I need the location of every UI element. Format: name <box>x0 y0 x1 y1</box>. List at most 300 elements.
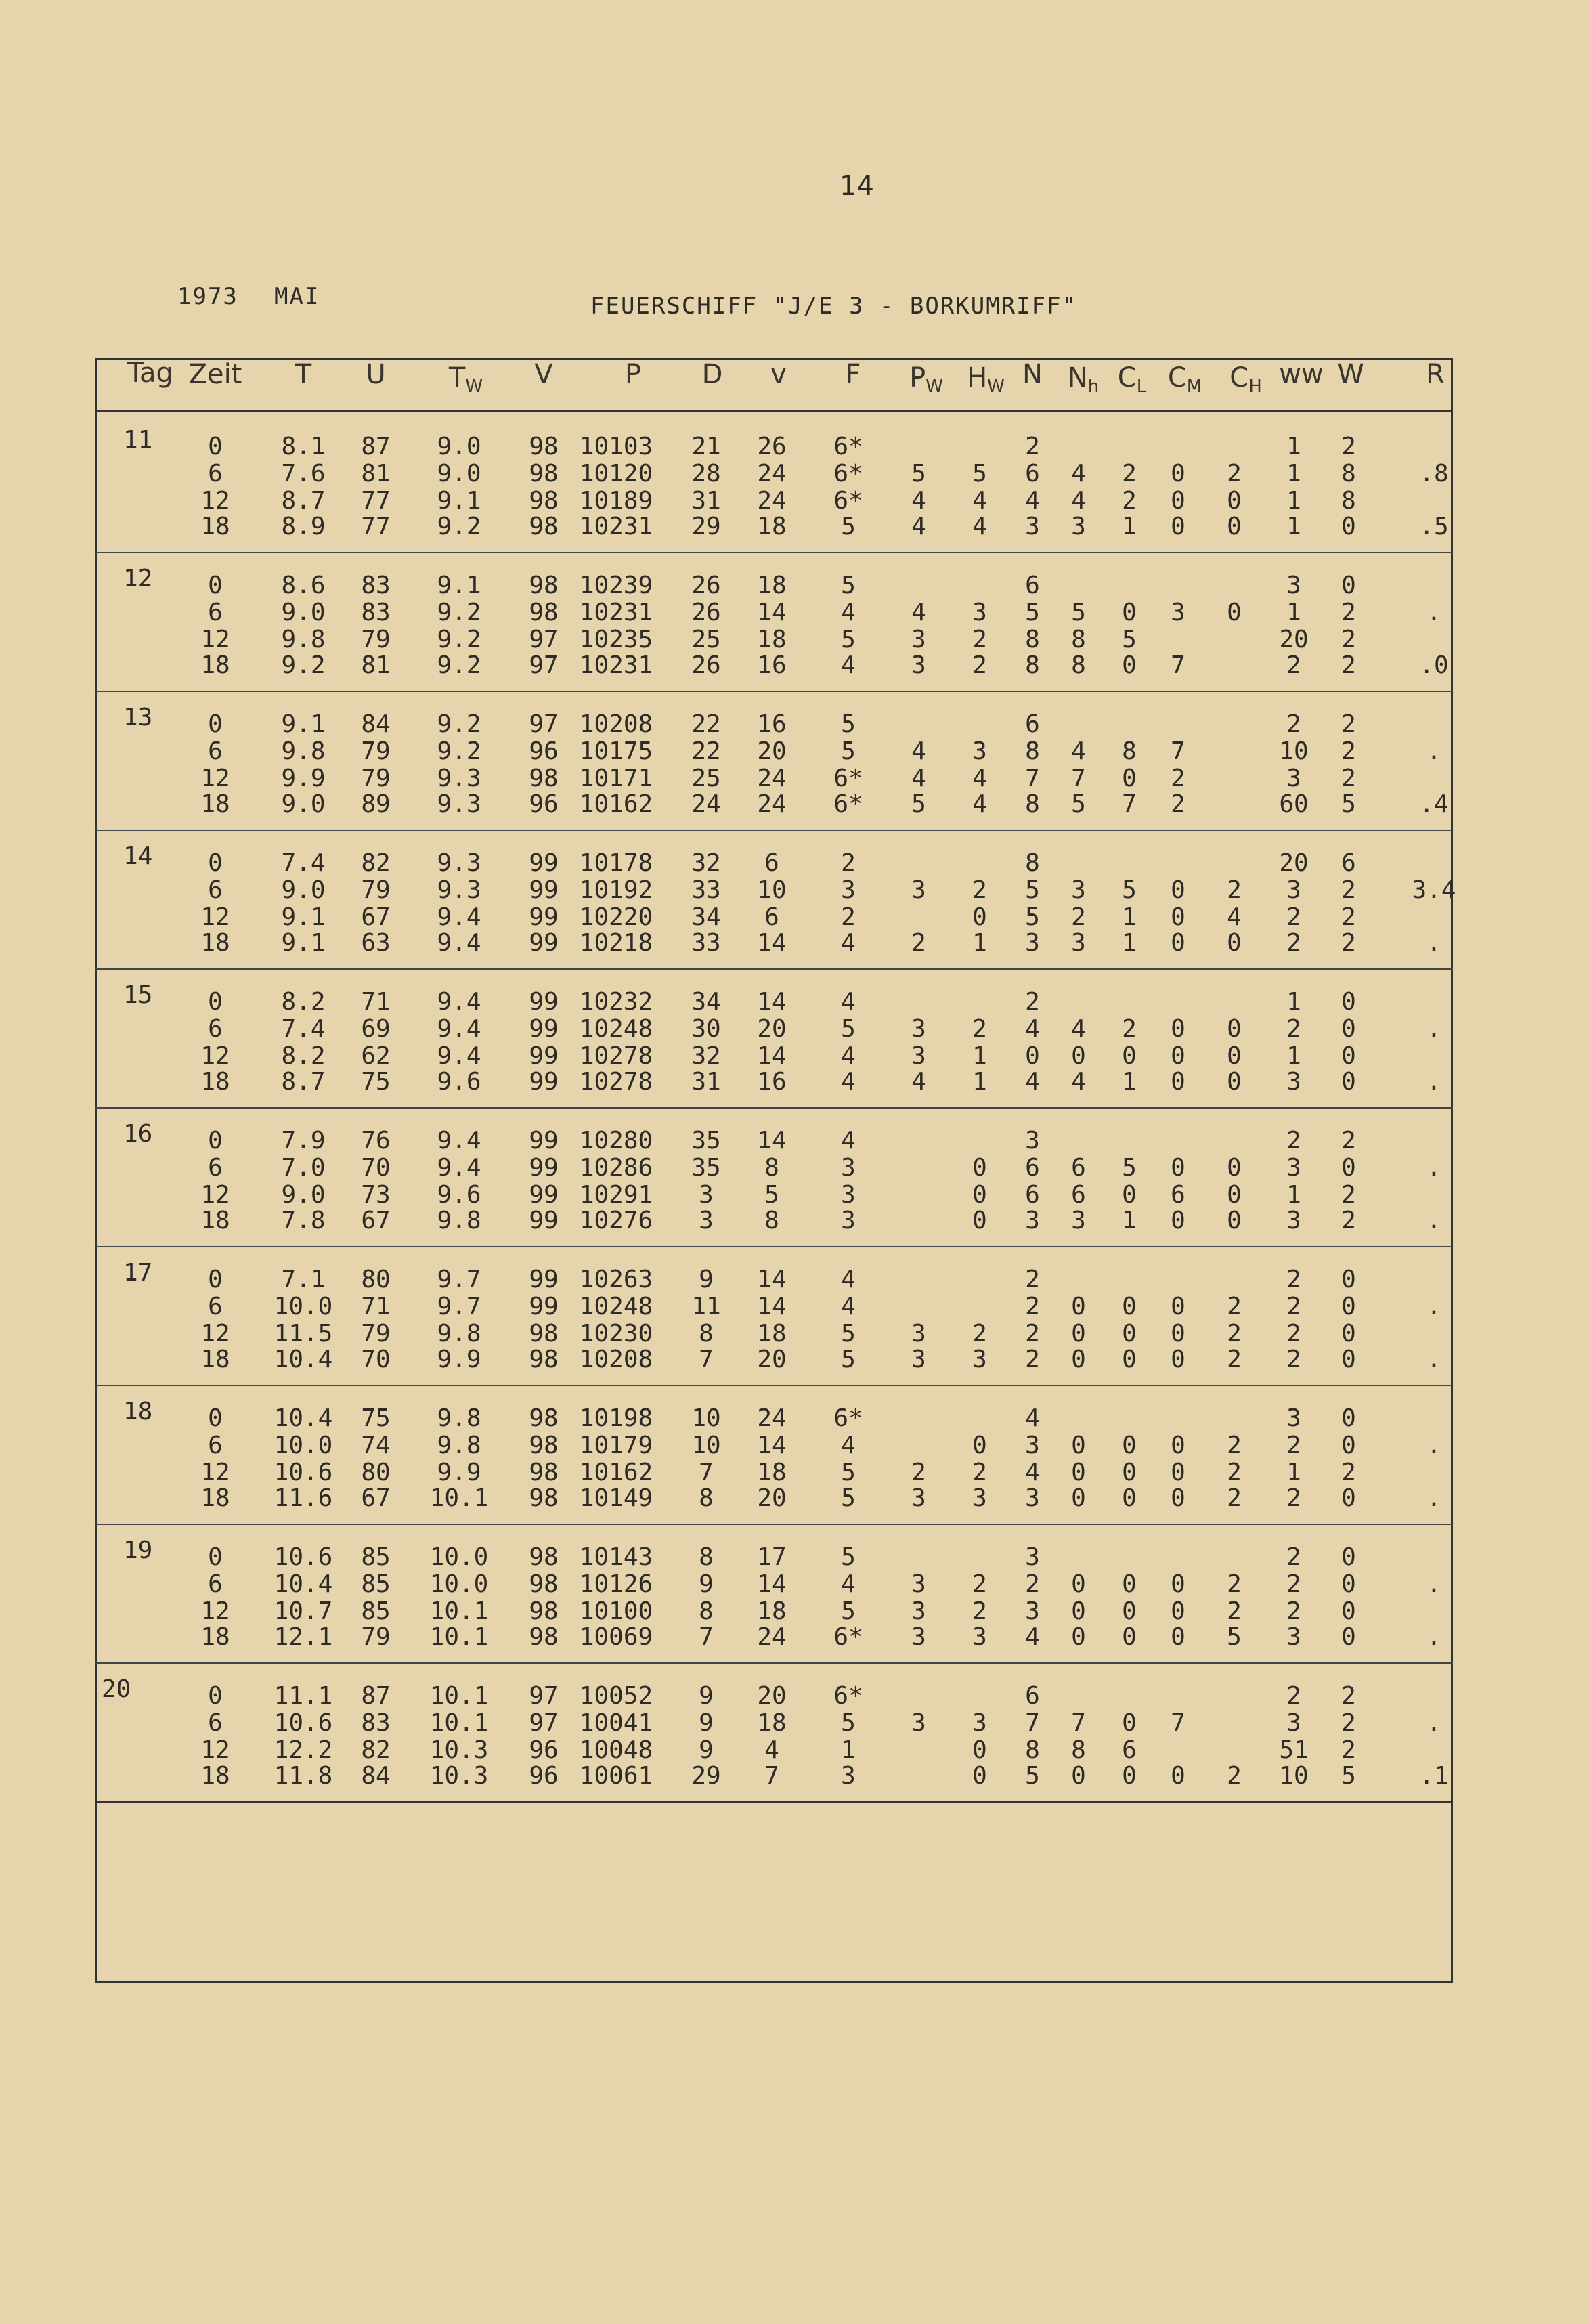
cell-zeit: 18 <box>200 1207 230 1234</box>
cell-vw: 16 <box>757 651 787 679</box>
cell-f: 6* <box>833 1682 863 1710</box>
cell-hw: 0 <box>972 1154 987 1182</box>
cell-ch: 2 <box>1227 1570 1242 1598</box>
cell-t: 8.7 <box>281 1068 326 1096</box>
cell-u: 62 <box>361 1042 391 1070</box>
cell-ww: 2 <box>1286 929 1301 957</box>
cell-ch: 2 <box>1227 1320 1242 1348</box>
cell-p: 10061 <box>579 1762 653 1790</box>
cell-tw: 9.6 <box>437 1068 481 1096</box>
cell-r: . <box>1427 599 1441 626</box>
cell-cl: 5 <box>1122 626 1137 653</box>
cell-cm: 7 <box>1171 651 1185 679</box>
cell-cl: 0 <box>1122 1432 1137 1459</box>
cell-w: 6 <box>1341 849 1356 877</box>
col-header-cm <box>1168 362 1202 397</box>
cell-n: 3 <box>1025 1543 1040 1571</box>
cell-f: 3 <box>841 1154 856 1182</box>
cell-cl: 0 <box>1122 1293 1137 1320</box>
cell-t: 11.8 <box>274 1762 333 1790</box>
cell-hw: 2 <box>972 876 987 904</box>
cell-nh: 8 <box>1071 626 1086 653</box>
day-number: 16 <box>123 1120 153 1148</box>
cell-t: 8.7 <box>281 487 326 515</box>
cell-f: 6* <box>833 460 863 488</box>
col-header-label: P <box>909 362 926 393</box>
cell-r: .5 <box>1419 513 1449 540</box>
cell-vw: 14 <box>757 1266 787 1293</box>
cell-vw: 17 <box>757 1543 787 1571</box>
cell-w: 0 <box>1341 1346 1356 1373</box>
cell-ww: 3 <box>1286 1709 1301 1737</box>
cell-p: 10208 <box>579 1346 653 1373</box>
cell-t: 12.2 <box>274 1736 333 1764</box>
cell-zeit: 18 <box>200 790 230 818</box>
cell-w: 0 <box>1341 1154 1356 1182</box>
cell-d: 22 <box>691 710 721 738</box>
cell-u: 75 <box>361 1404 391 1432</box>
cell-n: 5 <box>1025 599 1040 626</box>
col-header-subscript: h <box>1087 376 1100 397</box>
cell-d: 9 <box>699 1709 714 1737</box>
col-header-label: C <box>1167 362 1187 393</box>
col-header-label: N <box>1022 359 1043 390</box>
cell-cm: 0 <box>1171 876 1185 904</box>
cell-w: 2 <box>1341 1127 1356 1155</box>
cell-zeit: 12 <box>200 1736 230 1764</box>
cell-r: . <box>1427 1207 1441 1234</box>
cell-nh: 7 <box>1071 1709 1086 1737</box>
cell-u: 79 <box>361 1623 391 1651</box>
cell-r: . <box>1427 1068 1441 1096</box>
day-number: 20 <box>102 1675 131 1703</box>
col-header-label: P <box>624 359 642 390</box>
cell-nh: 8 <box>1071 1736 1086 1764</box>
cell-hw: 2 <box>972 626 987 653</box>
cell-d: 3 <box>699 1181 714 1209</box>
cell-tw: 9.7 <box>437 1293 481 1320</box>
cell-tw: 9.3 <box>437 876 481 904</box>
cell-u: 81 <box>361 651 391 679</box>
col-header-tag: Tag <box>127 358 173 389</box>
cell-p: 10248 <box>579 1293 653 1320</box>
cell-u: 82 <box>361 1736 391 1764</box>
cell-f: 3 <box>841 1181 856 1209</box>
day-divider <box>95 830 1453 831</box>
cell-hw: 2 <box>972 1570 987 1598</box>
cell-r: . <box>1427 1570 1441 1598</box>
cell-d: 8 <box>699 1484 714 1512</box>
cell-ch: 0 <box>1227 513 1242 540</box>
cell-w: 0 <box>1341 1623 1356 1651</box>
cell-p: 10162 <box>579 1459 653 1486</box>
col-header-w <box>1337 359 1364 390</box>
cell-u: 85 <box>361 1570 391 1598</box>
cell-ww: 3 <box>1286 1207 1301 1234</box>
cell-tw: 10.1 <box>429 1623 489 1651</box>
cell-u: 71 <box>361 988 391 1016</box>
cell-r: . <box>1427 1432 1441 1459</box>
cell-hw: 4 <box>972 487 987 515</box>
cell-d: 33 <box>691 876 721 904</box>
cell-vw: 6 <box>764 849 779 877</box>
col-header-subscript: W <box>926 376 943 397</box>
cell-r: . <box>1427 1154 1441 1182</box>
cell-vw: 20 <box>757 1682 787 1710</box>
cell-zeit: 6 <box>208 1293 223 1320</box>
cell-vw: 20 <box>757 737 787 765</box>
cell-zeit: 6 <box>208 1709 223 1737</box>
cell-w: 2 <box>1341 433 1356 460</box>
cell-cl: 8 <box>1122 737 1137 765</box>
cell-hw: 3 <box>972 1346 987 1373</box>
cell-n: 3 <box>1025 1127 1040 1155</box>
col-header-label: ww <box>1279 359 1324 390</box>
cell-zeit: 12 <box>200 1181 230 1209</box>
cell-n: 8 <box>1025 737 1040 765</box>
day-number: 11 <box>123 426 153 454</box>
cell-n: 2 <box>1025 1266 1040 1293</box>
cell-hw: 4 <box>972 765 987 792</box>
cell-tw: 9.4 <box>437 903 481 931</box>
cell-tw: 10.3 <box>429 1736 489 1764</box>
cell-hw: 3 <box>972 737 987 765</box>
cell-ch: 2 <box>1227 1484 1242 1512</box>
cell-pw: 3 <box>911 1570 926 1598</box>
col-header-label: W <box>1337 359 1364 390</box>
cell-nh: 5 <box>1071 599 1086 626</box>
cell-f: 3 <box>841 1762 856 1790</box>
cell-vw: 18 <box>757 513 787 540</box>
cell-n: 7 <box>1025 765 1040 792</box>
cell-f: 4 <box>841 1266 856 1293</box>
header-title: FEUERSCHIFF "J/E 3 - BORKUMRIFF" <box>590 293 1078 320</box>
cell-tw: 9.2 <box>437 737 481 765</box>
cell-t: 8.2 <box>281 988 326 1016</box>
cell-zeit: 0 <box>208 710 223 738</box>
cell-n: 3 <box>1025 929 1040 957</box>
cell-u: 74 <box>361 1432 391 1459</box>
cell-ch: 0 <box>1227 929 1242 957</box>
cell-ch: 0 <box>1227 487 1242 515</box>
cell-v: 98 <box>529 1432 559 1459</box>
cell-w: 2 <box>1341 1736 1356 1764</box>
cell-zeit: 12 <box>200 487 230 515</box>
cell-pw: 4 <box>911 513 926 540</box>
cell-vw: 24 <box>757 765 787 792</box>
cell-nh: 4 <box>1071 1015 1086 1043</box>
cell-cl: 0 <box>1122 1042 1137 1070</box>
cell-ww: 2 <box>1286 1015 1301 1043</box>
cell-zeit: 18 <box>200 651 230 679</box>
cell-cm: 0 <box>1171 1015 1185 1043</box>
day-number: 13 <box>123 704 153 731</box>
cell-vw: 8 <box>764 1154 779 1182</box>
col-header-zeit <box>189 359 242 390</box>
cell-ww: 2 <box>1286 710 1301 738</box>
cell-v: 97 <box>529 651 559 679</box>
cell-nh: 3 <box>1071 876 1086 904</box>
col-header-vw <box>770 359 787 390</box>
cell-ww: 2 <box>1286 1570 1301 1598</box>
col-header-v <box>534 359 552 390</box>
cell-tw: 9.2 <box>437 513 481 540</box>
cell-cm: 0 <box>1171 1346 1185 1373</box>
cell-vw: 8 <box>764 1207 779 1234</box>
cell-ww: 2 <box>1286 1484 1301 1512</box>
cell-t: 11.6 <box>274 1484 333 1512</box>
cell-d: 35 <box>691 1127 721 1155</box>
cell-d: 3 <box>699 1207 714 1234</box>
cell-ww: 2 <box>1286 651 1301 679</box>
cell-vw: 14 <box>757 1432 787 1459</box>
cell-r: . <box>1427 1484 1441 1512</box>
cell-u: 73 <box>361 1181 391 1209</box>
cell-n: 2 <box>1025 433 1040 460</box>
cell-zeit: 12 <box>200 903 230 931</box>
cell-p: 10286 <box>579 1154 653 1182</box>
cell-ww: 51 <box>1279 1736 1309 1764</box>
cell-p: 10239 <box>579 572 653 599</box>
cell-d: 25 <box>691 626 721 653</box>
cell-cl: 0 <box>1122 1346 1137 1373</box>
cell-t: 9.0 <box>281 876 326 904</box>
cell-cm: 0 <box>1171 1762 1185 1790</box>
cell-f: 3 <box>841 1207 856 1234</box>
cell-pw: 3 <box>911 626 926 653</box>
cell-v: 99 <box>529 988 559 1016</box>
cell-u: 80 <box>361 1459 391 1486</box>
cell-u: 83 <box>361 599 391 626</box>
col-header-pw <box>909 362 943 397</box>
cell-nh: 0 <box>1071 1762 1086 1790</box>
day-number: 12 <box>123 565 153 593</box>
cell-cl: 2 <box>1122 460 1137 488</box>
cell-r: . <box>1427 1293 1441 1320</box>
cell-cm: 0 <box>1171 929 1185 957</box>
cell-nh: 4 <box>1071 737 1086 765</box>
cell-d: 8 <box>699 1543 714 1571</box>
cell-tw: 9.3 <box>437 790 481 818</box>
cell-cm: 0 <box>1171 1623 1185 1651</box>
cell-tw: 9.2 <box>437 710 481 738</box>
cell-pw: 4 <box>911 737 926 765</box>
cell-hw: 0 <box>972 903 987 931</box>
cell-r: . <box>1427 1346 1441 1373</box>
cell-cl: 6 <box>1122 1736 1137 1764</box>
cell-nh: 0 <box>1071 1320 1086 1348</box>
cell-tw: 9.1 <box>437 572 481 599</box>
cell-cl: 0 <box>1122 1762 1137 1790</box>
cell-p: 10162 <box>579 790 653 818</box>
cell-ch: 0 <box>1227 1068 1242 1096</box>
cell-p: 10291 <box>579 1181 653 1209</box>
cell-tw: 9.4 <box>437 929 481 957</box>
cell-zeit: 12 <box>200 1042 230 1070</box>
cell-hw: 0 <box>972 1207 987 1234</box>
cell-n: 4 <box>1025 1623 1040 1651</box>
cell-cm: 0 <box>1171 1570 1185 1598</box>
cell-u: 79 <box>361 1320 391 1348</box>
cell-ww: 2 <box>1286 1432 1301 1459</box>
cell-zeit: 18 <box>200 929 230 957</box>
cell-cl: 0 <box>1122 1181 1137 1209</box>
cell-v: 98 <box>529 1459 559 1486</box>
cell-t: 9.0 <box>281 599 326 626</box>
cell-ww: 60 <box>1279 790 1309 818</box>
cell-ww: 2 <box>1286 1682 1301 1710</box>
cell-f: 5 <box>841 710 856 738</box>
cell-zeit: 6 <box>208 1570 223 1598</box>
cell-u: 85 <box>361 1543 391 1571</box>
col-header-subscript: M <box>1186 376 1202 397</box>
cell-d: 34 <box>691 988 721 1016</box>
col-header-label: V <box>534 359 553 390</box>
cell-f: 4 <box>841 1293 856 1320</box>
col-header-r <box>1426 359 1445 390</box>
cell-w: 2 <box>1341 1207 1356 1234</box>
cell-nh: 4 <box>1071 487 1086 515</box>
cell-t: 9.1 <box>281 929 326 957</box>
cell-n: 5 <box>1025 876 1040 904</box>
day-divider <box>95 691 1453 692</box>
cell-tw: 9.4 <box>437 1015 481 1043</box>
cell-vw: 14 <box>757 929 787 957</box>
cell-nh: 3 <box>1071 929 1086 957</box>
cell-ww: 3 <box>1286 1068 1301 1096</box>
cell-v: 99 <box>529 1042 559 1070</box>
cell-n: 3 <box>1025 1484 1040 1512</box>
cell-zeit: 6 <box>208 1015 223 1043</box>
cell-zeit: 18 <box>200 513 230 540</box>
cell-n: 4 <box>1025 1015 1040 1043</box>
cell-d: 10 <box>691 1432 721 1459</box>
cell-w: 0 <box>1341 1068 1356 1096</box>
cell-cl: 0 <box>1122 1570 1137 1598</box>
cell-hw: 0 <box>972 1762 987 1790</box>
cell-p: 10230 <box>579 1320 653 1348</box>
cell-n: 6 <box>1025 460 1040 488</box>
cell-w: 8 <box>1341 487 1356 515</box>
cell-ww: 1 <box>1286 1181 1301 1209</box>
cell-tw: 10.1 <box>429 1682 489 1710</box>
cell-cl: 5 <box>1122 1154 1137 1182</box>
cell-v: 98 <box>529 1484 559 1512</box>
cell-nh: 3 <box>1071 1207 1086 1234</box>
cell-w: 2 <box>1341 1181 1356 1209</box>
cell-d: 9 <box>699 1266 714 1293</box>
cell-v: 98 <box>529 1623 559 1651</box>
cell-f: 6* <box>833 433 863 460</box>
cell-t: 9.8 <box>281 737 326 765</box>
day-divider <box>95 1524 1453 1525</box>
cell-tw: 9.4 <box>437 1127 481 1155</box>
cell-t: 9.9 <box>281 765 326 792</box>
cell-r: . <box>1427 1709 1441 1737</box>
cell-ww: 2 <box>1286 1597 1301 1625</box>
cell-u: 79 <box>361 626 391 653</box>
col-header-d <box>702 359 723 390</box>
cell-t: 10.4 <box>274 1346 333 1373</box>
cell-p: 10189 <box>579 487 653 515</box>
cell-v: 97 <box>529 626 559 653</box>
cell-t: 8.9 <box>281 513 326 540</box>
cell-w: 2 <box>1341 1682 1356 1710</box>
cell-vw: 18 <box>757 572 787 599</box>
cell-tw: 9.4 <box>437 1042 481 1070</box>
cell-d: 22 <box>691 737 721 765</box>
cell-w: 0 <box>1341 572 1356 599</box>
cell-w: 0 <box>1341 1597 1356 1625</box>
cell-hw: 1 <box>972 929 987 957</box>
cell-u: 84 <box>361 1762 391 1790</box>
cell-d: 26 <box>691 599 721 626</box>
col-header-t <box>295 359 311 390</box>
cell-cm: 7 <box>1171 737 1185 765</box>
cell-n: 6 <box>1025 710 1040 738</box>
cell-t: 10.6 <box>274 1709 333 1737</box>
cell-w: 2 <box>1341 903 1356 931</box>
cell-p: 10198 <box>579 1404 653 1432</box>
cell-ww: 2 <box>1286 1346 1301 1373</box>
cell-p: 10276 <box>579 1207 653 1234</box>
cell-t: 9.1 <box>281 710 326 738</box>
cell-vw: 20 <box>757 1484 787 1512</box>
cell-n: 6 <box>1025 572 1040 599</box>
cell-zeit: 6 <box>208 599 223 626</box>
cell-v: 99 <box>529 1154 559 1182</box>
cell-p: 10100 <box>579 1597 653 1625</box>
cell-v: 98 <box>529 1570 559 1598</box>
header-divider <box>95 410 1453 412</box>
cell-tw: 9.8 <box>437 1432 481 1459</box>
cell-vw: 20 <box>757 1015 787 1043</box>
cell-nh: 3 <box>1071 513 1086 540</box>
cell-p: 10103 <box>579 433 653 460</box>
cell-d: 26 <box>691 651 721 679</box>
cell-t: 8.2 <box>281 1042 326 1070</box>
cell-vw: 16 <box>757 1068 787 1096</box>
cell-t: 7.6 <box>281 460 326 488</box>
cell-hw: 1 <box>972 1042 987 1070</box>
cell-pw: 5 <box>911 460 926 488</box>
cell-ww: 1 <box>1286 599 1301 626</box>
col-header-f <box>845 359 861 390</box>
cell-r: .8 <box>1419 460 1449 488</box>
cell-ww: 10 <box>1279 737 1309 765</box>
cell-t: 10.0 <box>274 1432 333 1459</box>
cell-pw: 3 <box>911 651 926 679</box>
cell-n: 3 <box>1025 1207 1040 1234</box>
cell-d: 32 <box>691 849 721 877</box>
cell-p: 10143 <box>579 1543 653 1571</box>
cell-v: 99 <box>529 903 559 931</box>
cell-zeit: 18 <box>200 1762 230 1790</box>
cell-d: 24 <box>691 790 721 818</box>
cell-cm: 0 <box>1171 903 1185 931</box>
cell-cm: 0 <box>1171 1207 1185 1234</box>
cell-u: 75 <box>361 1068 391 1096</box>
col-header-label: T <box>448 362 466 393</box>
cell-w: 2 <box>1341 651 1356 679</box>
cell-tw: 9.2 <box>437 651 481 679</box>
cell-f: 6* <box>833 1623 863 1651</box>
cell-vw: 7 <box>764 1762 779 1790</box>
day-number: 15 <box>123 981 153 1009</box>
cell-hw: 3 <box>972 1484 987 1512</box>
cell-vw: 14 <box>757 1127 787 1155</box>
cell-cl: 0 <box>1122 599 1137 626</box>
